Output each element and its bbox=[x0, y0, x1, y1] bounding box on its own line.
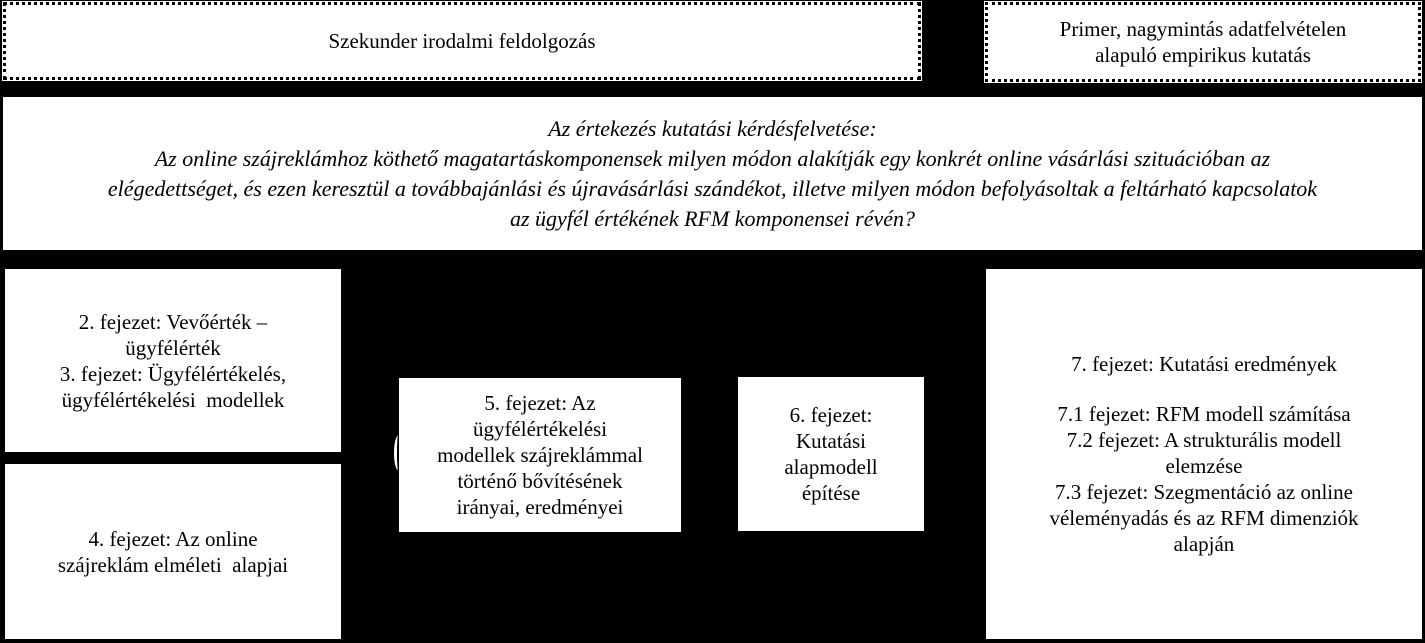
chapter-2-3-box bbox=[5, 269, 341, 452]
chapter-4-line-1: 4. fejezet: Az online bbox=[88, 526, 258, 551]
chapter-7-item-4: 7.3 fejezet: Szegmentáció az online bbox=[1055, 480, 1353, 504]
chapter-4-line-2: szájreklám elméleti alapjai bbox=[57, 552, 289, 577]
chapter-5-line-1: 5. fejezet: Az bbox=[484, 391, 596, 415]
secondary-research-box bbox=[3, 2, 921, 80]
chapter-6-line-1: 6. fejezet: bbox=[789, 403, 873, 427]
chapter-7-item-1: 7.1 fejezet: RFM modell számítása bbox=[1057, 402, 1351, 426]
research-question-line-2: Az online szájreklámhoz köthető magatartáskomponensek milyen módon alakítják egy konkrét online vásárlási szituációban az bbox=[154, 145, 1271, 171]
chapter-4-box bbox=[5, 464, 341, 639]
chapter-6-line-2: Kutatási bbox=[796, 429, 866, 453]
secondary-research-label: Szekunder irodalmi feldolgozás bbox=[328, 29, 596, 53]
chapter-7-item-6: alapján bbox=[1173, 532, 1235, 556]
chapter-2-3-line-3: 3. fejezet: Ügyfélértékelés, bbox=[59, 361, 287, 386]
chapter-7-box bbox=[986, 269, 1422, 639]
chapter-5-line-3: modellek szájreklámmal bbox=[437, 443, 643, 467]
chapter-5-line-5: irányai, eredményei bbox=[456, 495, 624, 519]
primary-research-line-1: Primer, nagymintás adatfelvételen bbox=[1059, 17, 1347, 41]
chapter-2-3-line-2: ügyfélérték bbox=[125, 335, 221, 360]
chapter-6-line-4: építése bbox=[801, 481, 861, 505]
research-question-line-4: az ügyfél értékének RFM komponensei révén? bbox=[510, 205, 915, 231]
chapter-5-line-4: történő bővítésének bbox=[457, 469, 623, 493]
chapter-6-box bbox=[738, 377, 924, 531]
chapter-2-3-line-4: ügyfélértékelési modellek bbox=[61, 387, 285, 412]
chapter-7-item-3: elemzése bbox=[1165, 454, 1243, 478]
chapter-6-line-3: alapmodell bbox=[784, 455, 878, 479]
connector-arrow bbox=[394, 436, 402, 470]
chapter-5-line-2: ügyfélértékelési bbox=[472, 417, 608, 441]
chapter-7-item-5: véleményadás és az RFM dimenziók bbox=[1049, 506, 1359, 530]
chapter-5-box bbox=[399, 378, 681, 532]
research-question-box bbox=[3, 97, 1422, 250]
primary-research-line-2: alapuló empirikus kutatás bbox=[1095, 43, 1311, 67]
chapter-2-3-line-1: 2. fejezet: Vevőérték – bbox=[78, 309, 268, 334]
primary-research-box bbox=[985, 2, 1421, 82]
research-question-line-1: Az értekezés kutatási kérdésfelvetése: bbox=[548, 115, 877, 141]
chapter-7-title: 7. fejezet: Kutatási eredmények bbox=[1071, 352, 1337, 376]
research-question-line-3: elégedettséget, és ezen keresztül a továbbajánlási és újravásárlási szándékot, illetve milyen módon befolyásoltak a feltárható kapcsolatok bbox=[107, 175, 1318, 201]
chapter-7-item-2: 7.2 fejezet: A strukturális modell bbox=[1066, 428, 1342, 452]
